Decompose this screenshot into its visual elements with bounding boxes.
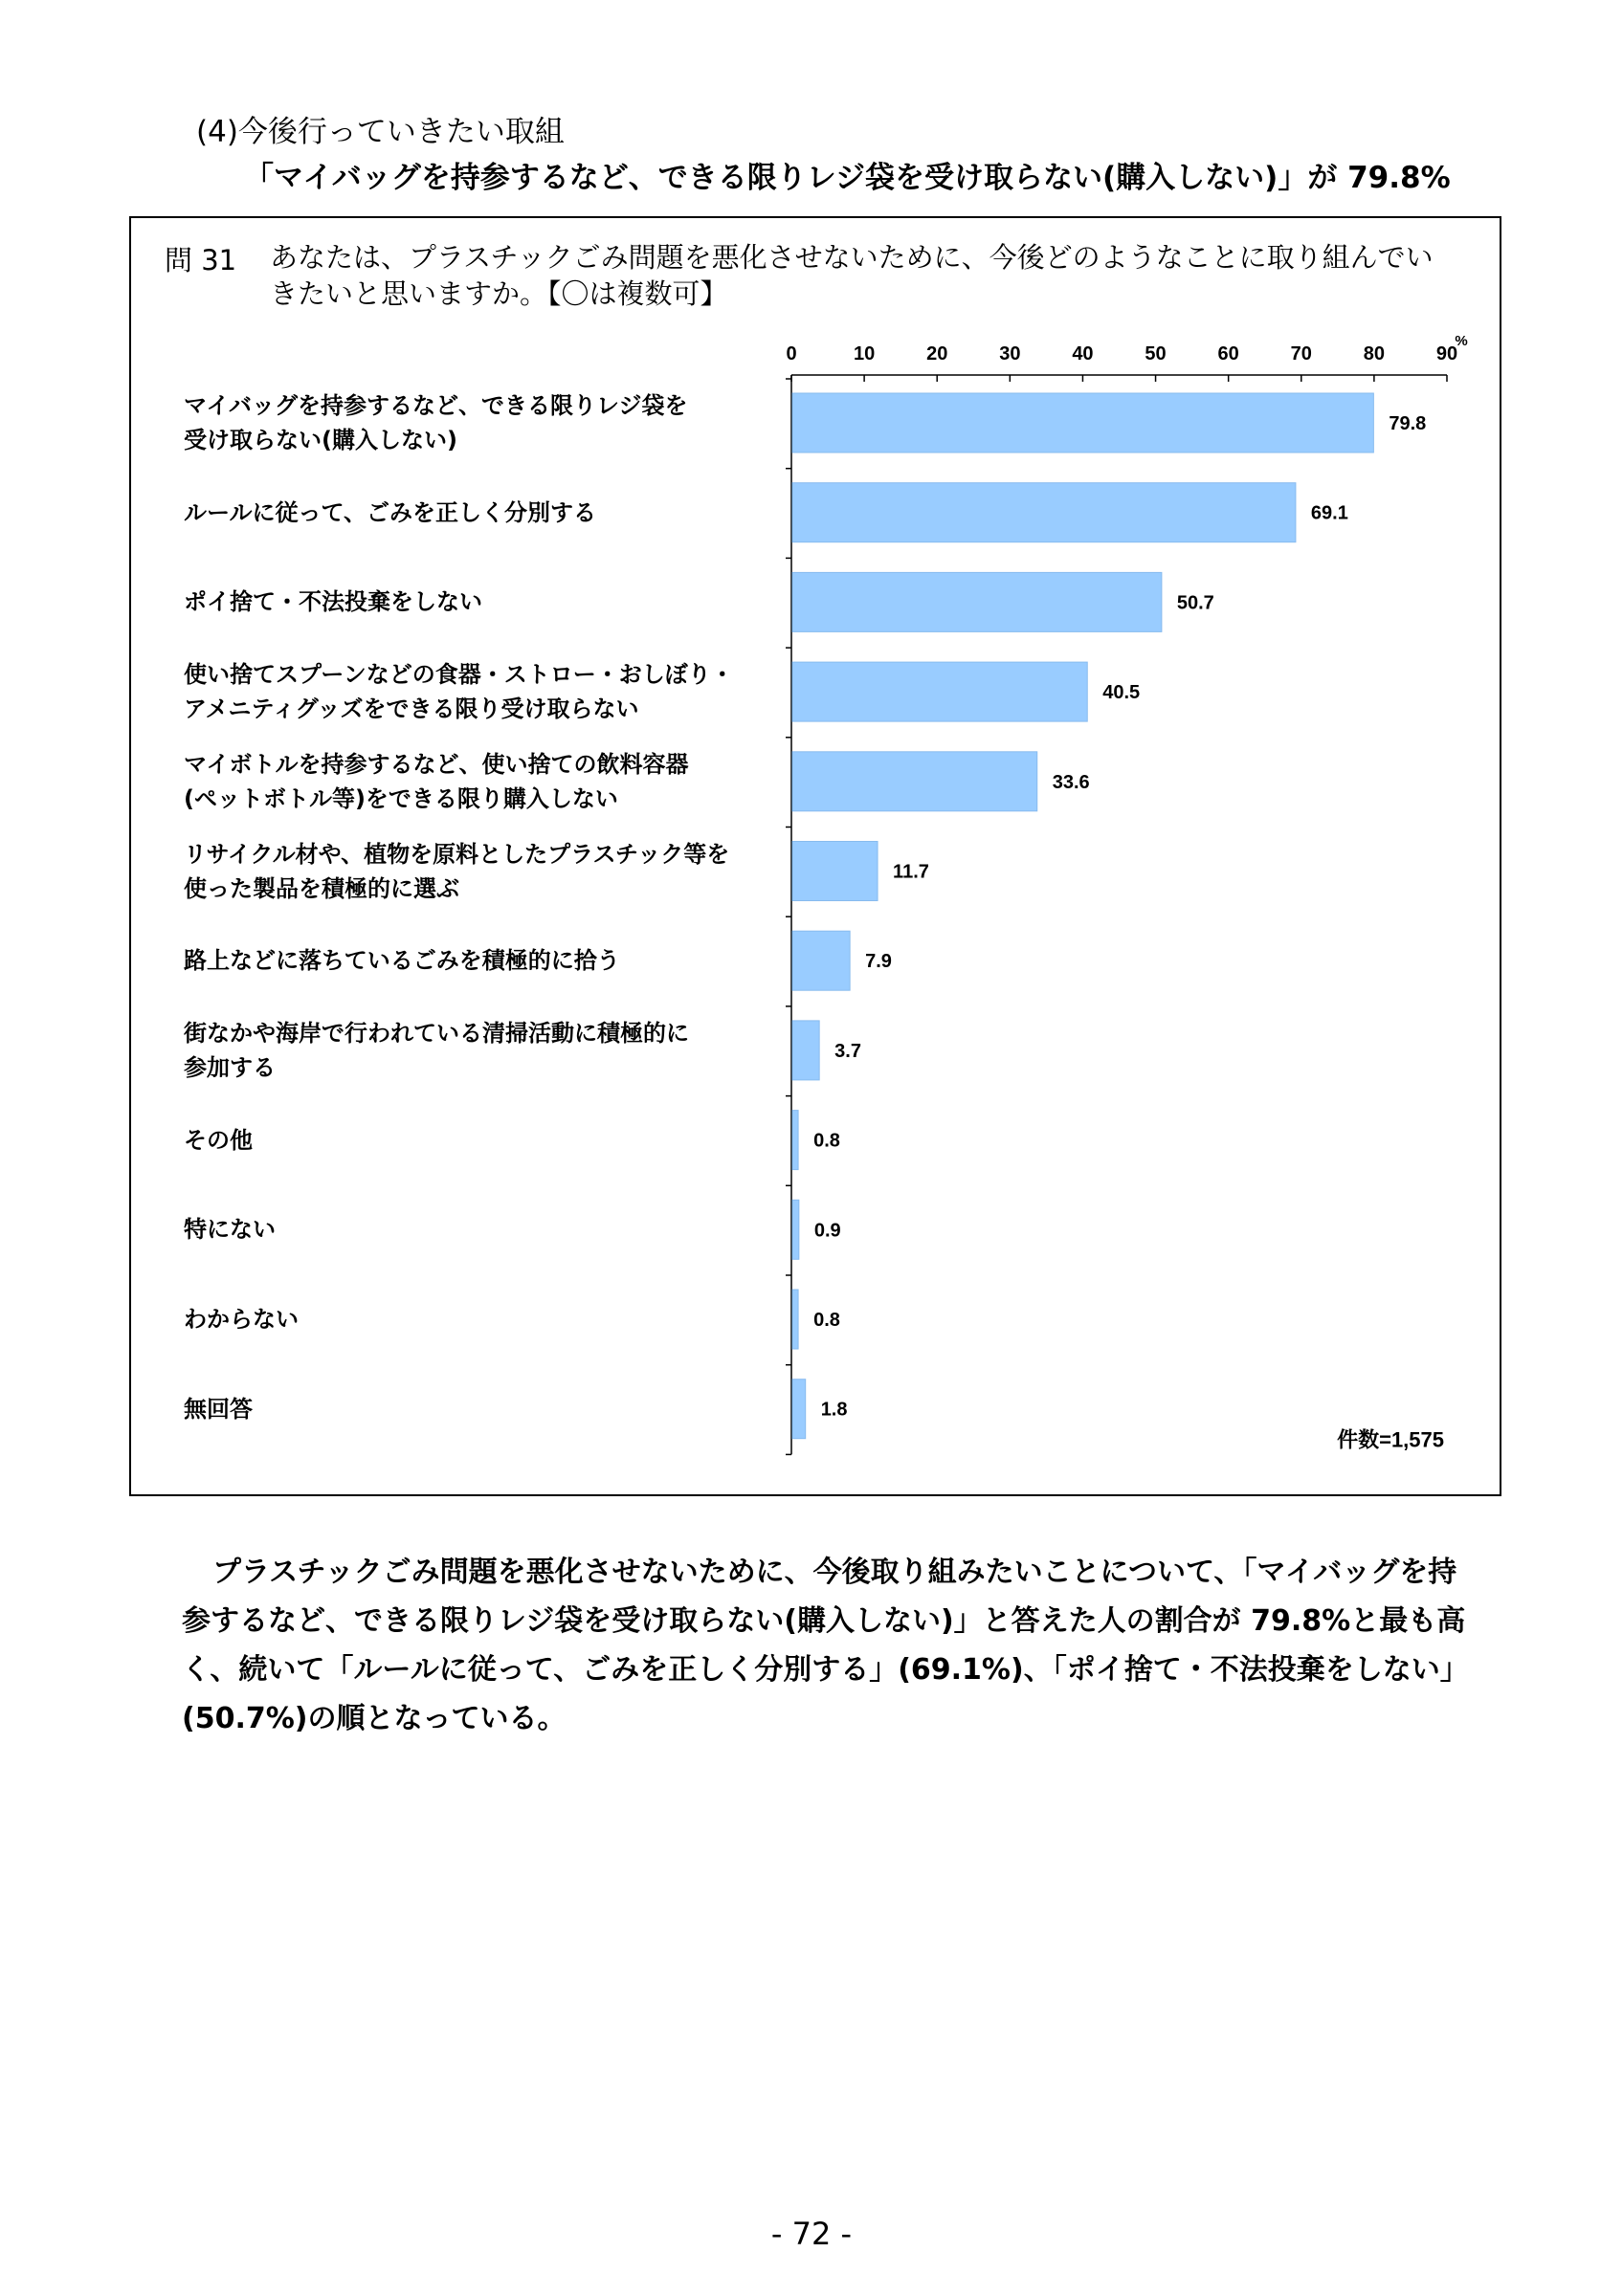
category-label-line: リサイクル材や、植物を原料としたプラスチック等を <box>184 840 730 868</box>
bar <box>792 1290 798 1349</box>
bar <box>792 483 1296 542</box>
category-label-line: 参加する <box>184 1053 276 1081</box>
bar-chart <box>131 218 1500 1494</box>
x-tick-label: 80 <box>1363 343 1386 364</box>
x-tick-label: 30 <box>999 343 1021 364</box>
x-axis-unit: % <box>1455 333 1468 349</box>
bar <box>792 572 1162 631</box>
x-tick-label: 90 <box>1435 343 1458 364</box>
category-label-line: アメニティグッズをできる限り受け取らない <box>184 695 639 723</box>
bar-value-label: 50.7 <box>1176 592 1214 614</box>
x-tick-label: 70 <box>1290 343 1312 364</box>
category-label-line: (ペットボトル等)をできる限り購入しない <box>184 784 618 812</box>
bar-value-label: 11.7 <box>893 861 929 883</box>
section-subheading: 「マイバッグを持参するなど、できる限りレジ袋を受け取らない(購入しない)」が 79.8% <box>244 161 1451 195</box>
bar <box>792 1380 806 1439</box>
category-label-line: ルールに従って、ごみを正しく分別する <box>184 498 597 526</box>
bar-value-label: 0.8 <box>813 1130 840 1152</box>
summary-paragraph: プラスチックごみ問題を悪化させないために、今後取り組みたいことについて、「マイバッグを持参するなど、できる限りレジ袋を受け取らない(購入しない)」と答えた人の割合が 79.8%と最も高く、続いて「ルールに従って、ごみを正しく分別する」(69.1%)、「ポイ捨て・不法投棄をしない」(50.7%)の順となっている。 <box>182 1556 1469 1735</box>
category-label-line: マイバッグを持参するなど、できる限りレジ袋を <box>184 392 688 419</box>
category-label-line: 街なかや海岸で行われている清掃活動に積極的に <box>184 1019 689 1047</box>
bar <box>792 1021 819 1080</box>
category-label-line: 受け取らない(購入しない) <box>184 427 457 453</box>
category-label-line: 特にない <box>184 1216 276 1244</box>
x-tick-label: 50 <box>1145 343 1167 364</box>
bar-value-label: 7.9 <box>865 951 892 973</box>
section-heading: (4)今後行っていきたい取組 <box>196 115 565 149</box>
x-tick-label: 60 <box>1217 343 1239 364</box>
bar <box>792 1111 798 1170</box>
bar-value-label: 33.6 <box>1052 771 1090 793</box>
category-label-line: わからない <box>184 1306 299 1333</box>
question-box <box>129 216 1501 1496</box>
category-label-line: 使った製品を積極的に選ぶ <box>184 874 459 902</box>
bar-value-label: 0.9 <box>813 1220 841 1242</box>
bar <box>792 752 1037 811</box>
bar-value-label: 3.7 <box>834 1040 861 1062</box>
bar-value-label: 69.1 <box>1310 502 1348 524</box>
category-label-line: その他 <box>184 1126 253 1154</box>
category-label-line: ポイ捨て・不法投棄をしない <box>184 588 482 616</box>
sample-size-label: 件数=1,575 <box>1337 1427 1444 1452</box>
bar-value-label: 1.8 <box>820 1399 848 1421</box>
x-tick-label: 0 <box>786 343 797 364</box>
bar-value-label: 0.8 <box>813 1310 840 1331</box>
category-label-line: 使い捨てスプーンなどの食器・ストロー・おしぼり・ <box>184 661 734 689</box>
page-number: - 72 - <box>770 2216 853 2252</box>
bar <box>792 1200 799 1259</box>
bar <box>792 931 850 990</box>
x-tick-label: 10 <box>853 343 876 364</box>
x-tick-label: 20 <box>926 343 948 364</box>
category-label-line: マイボトルを持参するなど、使い捨ての飲料容器 <box>184 750 689 778</box>
question-number: 問 31 <box>165 244 237 276</box>
bar-value-label: 79.8 <box>1389 413 1427 434</box>
question-text: あなたは、プラスチックごみ問題を悪化させないために、今後どのようなことに取り組んでいきたいと思いますか。【〇は複数可】 <box>270 241 1434 310</box>
x-tick-label: 40 <box>1072 343 1094 364</box>
bar <box>792 842 878 901</box>
bar-value-label: 40.5 <box>1102 682 1141 704</box>
bar <box>792 662 1087 721</box>
category-label-line: 無回答 <box>184 1395 253 1423</box>
bar <box>792 393 1373 453</box>
category-label-line: 路上などに落ちているごみを積極的に拾う <box>184 947 620 975</box>
